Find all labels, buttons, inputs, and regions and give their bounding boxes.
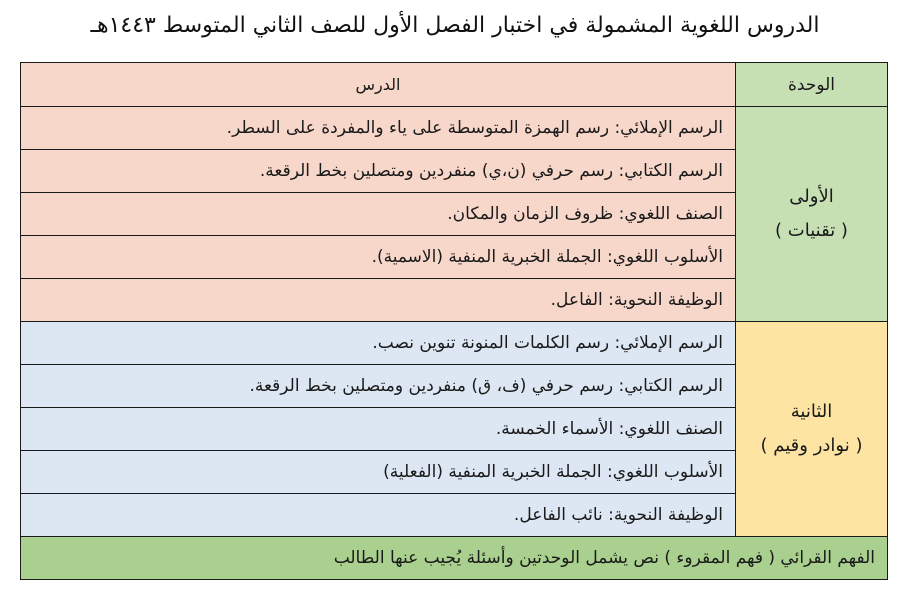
header-lesson: الدرس — [21, 63, 736, 107]
reading-comprehension-note: الفهم القرائي ( فهم المقروء ) نص يشمل الوحدتين وأسئلة يُجيب عنها الطالب — [21, 537, 888, 580]
table-header-row — [21, 63, 888, 107]
lesson-cell: الرسم الإملائي: رسم الكلمات المنونة تنوين نصب. — [21, 322, 736, 365]
lesson-cell: الرسم الإملائي: رسم الهمزة المتوسطة على ياء والمفردة على السطر. — [21, 107, 736, 150]
unit-cell-second — [736, 322, 888, 537]
lesson-cell: الأسلوب اللغوي: الجملة الخبرية المنفية (الاسمية). — [21, 236, 736, 279]
lesson-cell: الرسم الكتابي: رسم حرفي (ف، ق) منفردين ومتصلين بخط الرقعة. — [21, 365, 736, 408]
unit-subtitle: ( نوادر وقيم ) — [760, 435, 863, 456]
table-row — [21, 107, 888, 150]
lesson-cell: الوظيفة النحوية: الفاعل. — [21, 279, 736, 322]
lessons-table — [20, 62, 888, 580]
lesson-cell: الصنف اللغوي: الأسماء الخمسة. — [21, 408, 736, 451]
unit-subtitle: ( تقنيات ) — [775, 220, 848, 241]
lesson-cell: الأسلوب اللغوي: الجملة الخبرية المنفية (الفعلية) — [21, 451, 736, 494]
header-unit: الوحدة — [736, 63, 888, 107]
table-row — [21, 322, 888, 365]
table-footer-row — [21, 537, 888, 580]
lesson-cell: الصنف اللغوي: ظروف الزمان والمكان. — [21, 193, 736, 236]
unit-cell-first — [736, 107, 888, 322]
lesson-cell: الرسم الكتابي: رسم حرفي (ن،ي) منفردين ومتصلين بخط الرقعة. — [21, 150, 736, 193]
unit-name: الأولى — [789, 186, 834, 207]
page-title: الدروس اللغوية المشمولة في اختبار الفصل الأول للصف الثاني المتوسط ١٤٤٣هـ — [90, 13, 820, 38]
lesson-cell: الوظيفة النحوية: نائب الفاعل. — [21, 494, 736, 537]
unit-name: الثانية — [790, 401, 833, 422]
